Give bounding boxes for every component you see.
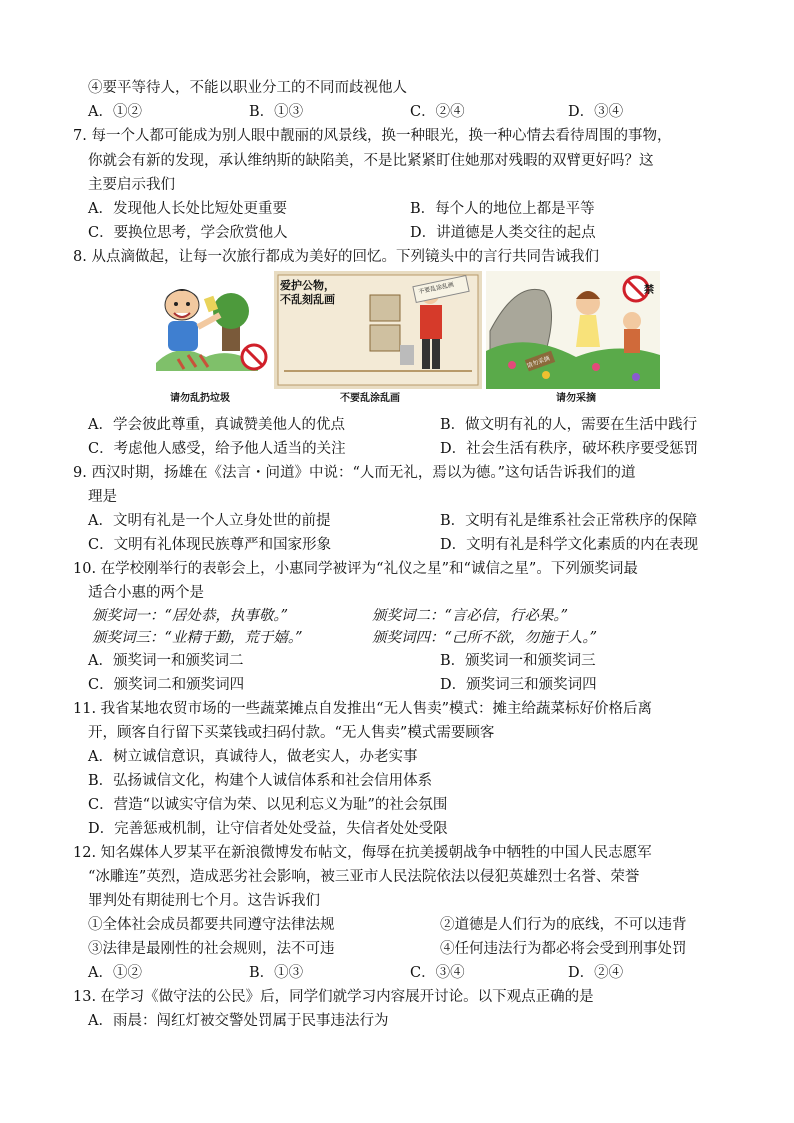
q11-stem-line-1: 11. 我省某地农贸市场的一些蔬菜摊点自发推出“无人售卖”模式：摊主给蔬菜标好价格后离 [73, 701, 652, 717]
q10-stem-line-1: 10. 在学校刚举行的表彰会上，小惠同学被评为“礼仪之星”和“诚信之星”。下列颁奖词最 [73, 561, 638, 577]
q11-option-a: A．树立诚信意识，真诚待人，做老实人，办老实事 [88, 749, 418, 765]
q7-stem-line-2: 你就会有新的发现，承认维纳斯的缺陷美，不是比紧紧盯住她那对残暇的双臂更好吗？这 [88, 153, 654, 169]
q6-option-a: A．①② [88, 104, 142, 120]
q11-option-d: D．完善惩戒机制，让守信者处处受益，失信者处处受限 [88, 821, 448, 837]
q13-option-a: A．雨晨：闯红灯被交警处罚属于民事违法行为 [88, 1013, 389, 1029]
q12-item-4: ④任何违法行为都必将会受到刑事处罚 [440, 941, 687, 957]
q7-option-c: C．要换位思考，学会欣赏他人 [88, 225, 288, 241]
q7-option-a: A．发现他人长处比短处更重要 [88, 201, 287, 217]
q6-item-4: ④要平等待人，不能以职业分工的不同而歧视他人 [88, 80, 407, 96]
q8-image-3-caption: 请勿采摘 [556, 393, 596, 404]
q8-image-2-note: 不要乱涂乱画 [417, 281, 455, 296]
q8-image-2-sign-line-2: 不乱刻乱画 [280, 293, 335, 306]
q8-option-d: D．社会生活有秩序，破坏秩序要受惩罚 [440, 441, 699, 457]
q10-award-1: 颁奖词一：“居处恭，执事敬。” [92, 608, 289, 624]
q12-item-3: ③法律是最刚性的社会规则，法不可违 [88, 941, 335, 957]
q8-option-b: B．做文明有礼的人，需要在生活中践行 [440, 417, 698, 433]
q9-option-c: C．文明有礼体现民族尊严和国家形象 [88, 537, 332, 553]
q8-stem: 8. 从点滴做起，让每一次旅行都成为美好的回忆。下列镜头中的言行共同告诫我们 [73, 249, 599, 265]
q10-option-a: A．颁奖词一和颁奖词二 [88, 653, 244, 669]
q6-option-b: B．①③ [249, 104, 304, 120]
q12-option-b: B．①③ [249, 965, 304, 981]
q8-image-2-caption: 不要乱涂乱画 [340, 393, 400, 404]
q8-option-c: C．考虑他人感受，给予他人适当的关注 [88, 441, 346, 457]
q7-stem-line-1: 7. 每一个人都可能成为别人眼中靓丽的风景线，换一种眼光，换一种心情去看待周围的事物， [73, 128, 672, 144]
q6-option-c: C．②④ [410, 104, 465, 120]
q8-image-3-board: 请勿采摘 [525, 355, 551, 370]
q9-stem-line-1: 9. 西汉时期，扬雄在《法言・问道》中说：“人而无礼，焉以为德。”这句话告诉我们的道 [73, 465, 636, 481]
q7-stem-line-3: 主要启示我们 [88, 177, 175, 193]
q12-item-2: ②道德是人们行为的底线，不可以违背 [440, 917, 687, 933]
q7-option-b: B．每个人的地位上都是平等 [410, 201, 595, 217]
q12-stem-line-2: “冰雕连”英烈，造成恶劣社会影响，被三亚市人民法院依法以侵犯英雄烈士名誉、荣誉 [88, 869, 640, 885]
q8-image-3-sign: 禁 [644, 285, 654, 296]
q8-image-1 [148, 271, 272, 389]
q6-option-d: D．③④ [568, 104, 624, 120]
q9-option-b: B．文明有礼是维系社会正常秩序的保障 [440, 513, 698, 529]
q12-option-a: A．①② [88, 965, 142, 981]
q7-option-d: D．讲道德是人类交往的起点 [410, 225, 596, 241]
q8-option-a: A．学会彼此尊重，真诚赞美他人的优点 [88, 417, 345, 433]
q12-stem-line-1: 12. 知名媒体人罗某平在新浪微博发布帖文，侮辱在抗美援朝战争中牺牲的中国人民志愿军 [73, 845, 652, 861]
q8-image-1-caption: 请勿乱扔垃圾 [170, 393, 230, 404]
q11-option-b: B．弘扬诚信文化，构建个人诚信体系和社会信用体系 [88, 773, 433, 789]
q9-option-a: A．文明有礼是一个人立身处世的前提 [88, 513, 331, 529]
q10-award-2: 颁奖词二：“言必信，行必果。” [372, 608, 569, 624]
q11-option-c: C．营造“以诚实守信为荣、以见利忘义为耻”的社会氛围 [88, 797, 448, 813]
q10-stem-line-2: 适合小惠的两个是 [88, 585, 204, 601]
q10-award-4: 颁奖词四：“己所不欲，勿施于人。” [372, 630, 598, 646]
q10-option-b: B．颁奖词一和颁奖词三 [440, 653, 596, 669]
q8-image-2 [274, 271, 482, 389]
q13-stem: 13. 在学习《做守法的公民》后，同学们就学习内容展开讨论。以下观点正确的是 [73, 989, 594, 1005]
q12-item-1: ①全体社会成员都要共同遵守法律法规 [88, 917, 335, 933]
q12-option-d: D．②④ [568, 965, 624, 981]
q8-image-2-sign-line-1: 爱护公物， [280, 279, 335, 292]
q8-image-3 [486, 271, 660, 389]
q10-option-d: D．颁奖词三和颁奖词四 [440, 677, 597, 693]
q10-award-3: 颁奖词三：“业精于勤，荒于嬉。” [92, 630, 303, 646]
q12-stem-line-3: 罪判处有期徒刑七个月。这告诉我们 [88, 893, 320, 909]
q9-option-d: D．文明有礼是科学文化素质的内在表现 [440, 537, 699, 553]
q12-option-c: C．③④ [410, 965, 465, 981]
q10-option-c: C．颁奖词二和颁奖词四 [88, 677, 245, 693]
q9-stem-line-2: 理是 [88, 489, 117, 505]
q11-stem-line-2: 开，顾客自行留下买菜钱或扫码付款。“无人售卖”模式需要顾客 [88, 725, 495, 741]
